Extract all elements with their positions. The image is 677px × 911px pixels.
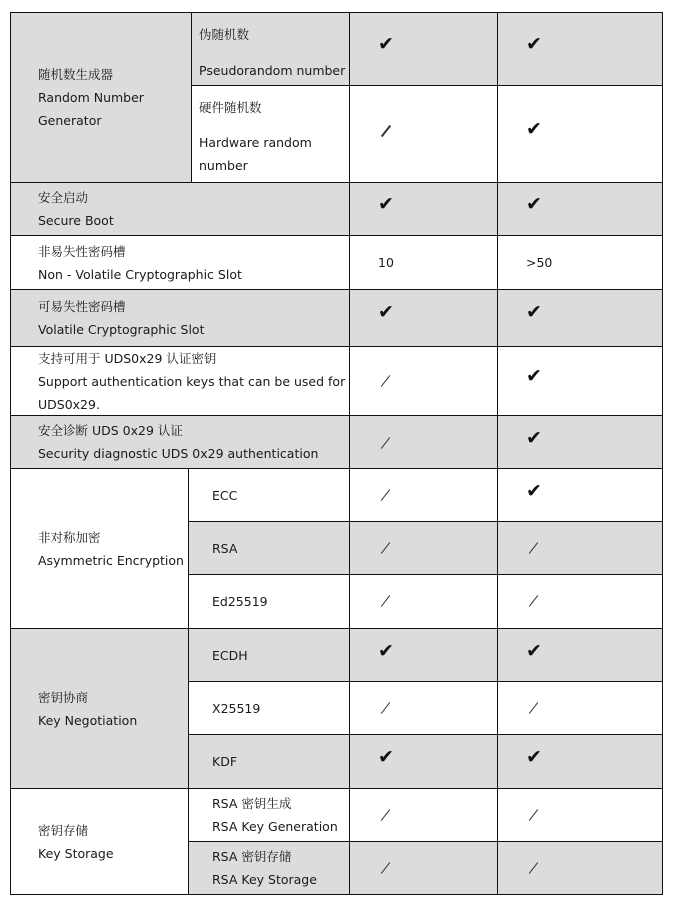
keystore-item-rsa-gen	[189, 789, 350, 842]
rng-en-line1: Random Number	[38, 90, 144, 105]
check-icon: ✔	[526, 427, 542, 449]
uds-auth-en: Security diagnostic UDS 0x29 authentication	[38, 446, 319, 461]
check-icon: ✔	[526, 640, 542, 662]
keyneg-item-kdf	[189, 735, 350, 789]
keystore-zh: 密钥存储	[38, 822, 89, 838]
uds-keys-zh: 支持可用于 UDS0x29 认证密钥	[38, 350, 217, 366]
secure-boot-label-cell	[11, 183, 350, 236]
nv-slot-value-a: 10	[378, 255, 394, 270]
dash-icon	[529, 702, 538, 714]
uds-auth-col-b	[498, 416, 663, 469]
keystore-rsa-gen-col-a	[350, 789, 498, 842]
keyneg-ecdh-col-b	[498, 629, 663, 682]
check-icon: ✔	[526, 118, 542, 140]
uds-keys-col-a	[350, 347, 498, 416]
check-icon: ✔	[378, 301, 394, 323]
keyneg-category-cell	[11, 629, 189, 789]
keystore-item-rsa-store	[189, 842, 350, 895]
asym-ecc-col-b	[498, 469, 663, 522]
hw-zh: 硬件随机数	[199, 100, 262, 115]
dash-icon	[381, 375, 390, 387]
check-icon: ✔	[526, 301, 542, 323]
asym-rsa-col-b	[498, 522, 663, 575]
uds-keys-col-b	[498, 347, 663, 416]
keystore-item-zh: RSA 密钥生成	[212, 796, 292, 811]
asym-item-label: RSA	[212, 540, 238, 556]
keystore-category-cell	[11, 789, 189, 895]
v-slot-en: Volatile Cryptographic Slot	[38, 322, 205, 337]
keyneg-zh: 密钥协商	[38, 689, 89, 705]
keyneg-kdf-col-a	[350, 735, 498, 789]
asym-ed25519-col-b	[498, 575, 663, 629]
dash-icon	[381, 489, 390, 501]
keyneg-item-label: X25519	[212, 700, 261, 716]
uds-auth-zh: 安全诊断 UDS 0x29 认证	[38, 423, 183, 438]
asym-item-ecc	[189, 469, 350, 522]
secure-boot-col-a	[350, 183, 498, 236]
uds-auth-label-cell	[11, 416, 350, 469]
keyneg-kdf-col-b	[498, 735, 663, 789]
nv-slot-col-a	[350, 236, 498, 290]
check-icon: ✔	[526, 480, 542, 502]
nv-slot-zh: 非易失性密码槽	[38, 243, 126, 259]
pseudo-en: Pseudorandom number	[199, 63, 346, 78]
dash-icon	[381, 437, 390, 449]
check-icon: ✔	[378, 33, 394, 55]
hw-col-a	[350, 86, 498, 183]
keyneg-en: Key Negotiation	[38, 712, 138, 728]
check-icon: ✔	[378, 640, 394, 662]
keystore-rsa-store-col-b	[498, 842, 663, 895]
keystore-en: Key Storage	[38, 845, 114, 861]
check-icon: ✔	[378, 746, 394, 768]
nv-slot-value-b: >50	[526, 255, 553, 270]
secure-boot-zh: 安全启动	[38, 190, 89, 205]
dash-icon	[529, 542, 538, 554]
secure-boot-col-b	[498, 183, 663, 236]
keyneg-x25519-col-a	[350, 682, 498, 735]
asym-zh: 非对称加密	[38, 529, 101, 545]
check-icon: ✔	[526, 746, 542, 768]
check-icon: ✔	[526, 33, 542, 55]
uds-auth-col-a	[350, 416, 498, 469]
keystore-item-en: RSA Key Storage	[212, 872, 317, 887]
uds-keys-en-line1: Support authentication keys that can be used for	[38, 373, 346, 389]
dash-icon	[381, 862, 390, 874]
dash-icon	[529, 862, 538, 874]
dash-icon	[381, 702, 390, 714]
hw-en-line2: number	[199, 158, 248, 173]
uds-keys-en-line2: UDS0x29.	[38, 396, 100, 412]
check-icon: ✔	[526, 193, 542, 215]
v-slot-label-cell	[11, 290, 350, 347]
dash-icon	[381, 809, 390, 821]
keyneg-item-ecdh	[189, 629, 350, 682]
asym-item-label: Ed25519	[212, 594, 268, 609]
dash-icon	[529, 809, 538, 821]
dash-icon	[381, 595, 390, 607]
nv-slot-en: Non - Volatile Cryptographic Slot	[38, 266, 242, 282]
nv-slot-col-b	[498, 236, 663, 290]
asym-item-label: ECC	[212, 487, 238, 503]
asym-ecc-col-a	[350, 469, 498, 522]
dash-icon	[529, 595, 538, 607]
asym-ed25519-col-a	[350, 575, 498, 629]
dash-icon	[381, 542, 390, 554]
uds-keys-label-cell	[11, 347, 350, 416]
v-slot-col-b	[498, 290, 663, 347]
asym-category-cell	[11, 469, 189, 629]
dash-icon	[381, 125, 391, 137]
keystore-rsa-gen-col-b	[498, 789, 663, 842]
keystore-rsa-store-col-a	[350, 842, 498, 895]
keyneg-ecdh-col-a	[350, 629, 498, 682]
v-slot-zh: 可易失性密码槽	[38, 299, 126, 314]
rng-en-line2: Generator	[38, 113, 102, 128]
asym-rsa-col-a	[350, 522, 498, 575]
hw-en-line1: Hardware random	[199, 135, 312, 150]
nv-slot-label-cell	[11, 236, 350, 290]
keyneg-item-x25519	[189, 682, 350, 735]
check-icon: ✔	[526, 365, 542, 387]
keyneg-item-label: ECDH	[212, 647, 248, 663]
pseudo-col-a	[350, 13, 498, 86]
pseudo-label-cell	[192, 13, 350, 86]
hw-label-cell	[192, 86, 350, 183]
secure-boot-en: Secure Boot	[38, 213, 114, 228]
asym-en: Asymmetric Encryption	[38, 552, 184, 568]
v-slot-col-a	[350, 290, 498, 347]
pseudo-col-b	[498, 13, 663, 86]
keyneg-item-label: KDF	[212, 754, 238, 769]
asym-item-ed25519	[189, 575, 350, 629]
keyneg-x25519-col-b	[498, 682, 663, 735]
rng-zh: 随机数生成器	[38, 67, 114, 82]
pseudo-zh: 伪随机数	[199, 27, 250, 42]
rng-category-cell	[11, 13, 192, 183]
keystore-item-zh: RSA 密钥存储	[212, 849, 292, 864]
feature-comparison-table	[10, 12, 663, 895]
check-icon: ✔	[378, 193, 394, 215]
asym-item-rsa	[189, 522, 350, 575]
hw-col-b	[498, 86, 663, 183]
keystore-item-en: RSA Key Generation	[212, 819, 338, 834]
